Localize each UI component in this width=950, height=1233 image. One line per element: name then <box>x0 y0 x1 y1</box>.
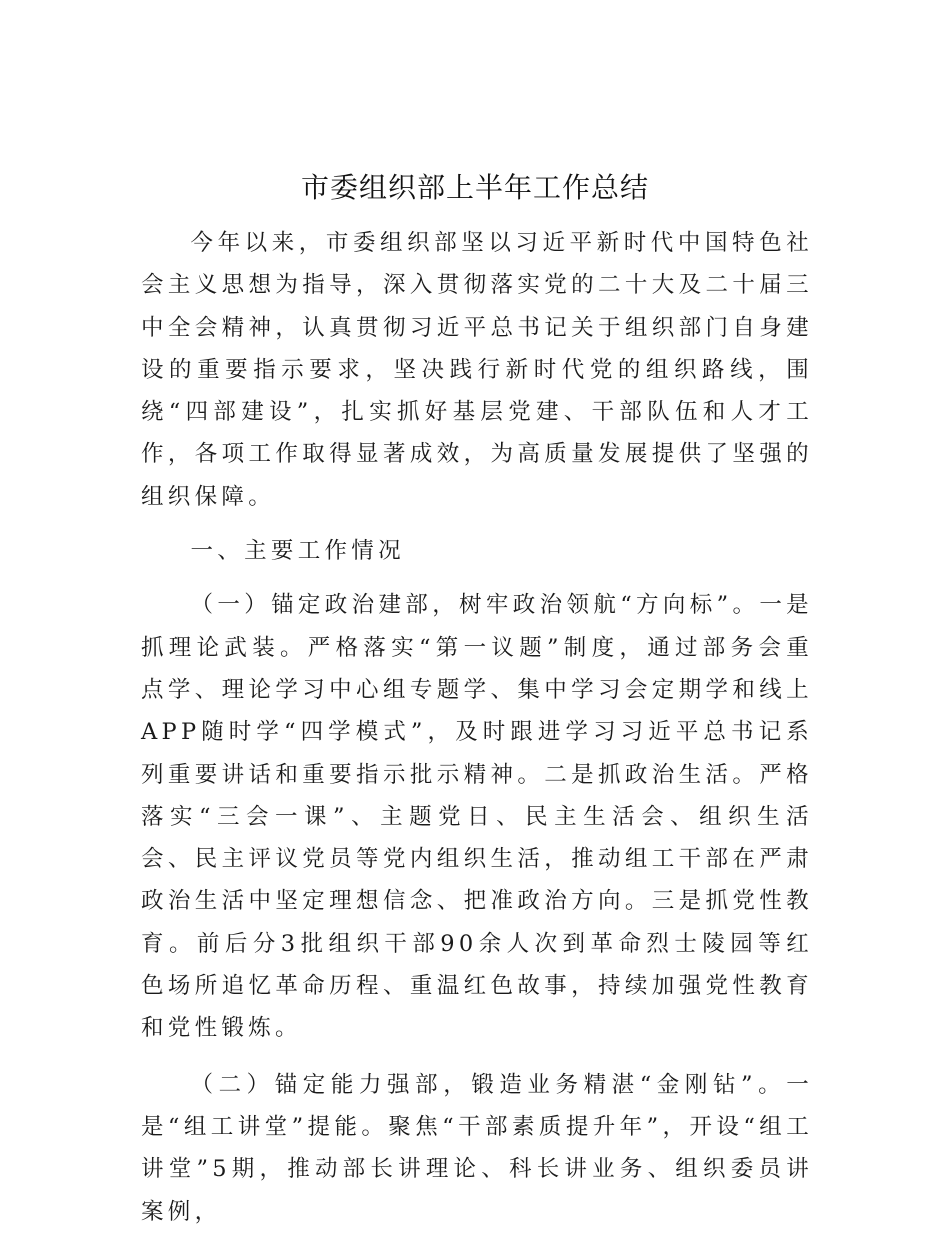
subsection-capability-building: （二）锚定能力强部，锻造业务精湛“金刚钻”。一是“组工讲堂”提能。聚焦“干部素质提升年”，开设“组工讲堂”5期，推动部长讲理论、科长讲业务、组织委员讲案例， <box>141 1071 813 1225</box>
subsection-political-building: （一）锚定政治建部，树牢政治领航“方向标”。一是抓理论武装。严格落实“第一议题”制度，通过部务会重点学、理论学习中心组专题学、集中学习会定期学和线上APP随时学“四学模式”，及时跟进学习习近平总书记系列重要讲话和重要指示批示精神。二是抓政治生活。严格落实“三会一课”、主题党日、民主生活会、组织生活会、民主评议党员等党内组织生活，推动组工干部在严肃政治生活中坚定理想信念、把准政治方向。三是抓党性教育。前后分3批组织干部90余人次到革命烈士陵园等红色场所追忆革命历程、重温红色故事，持续加强党性教育和党性锻炼。 <box>141 592 813 1042</box>
document-body <box>141 222 813 1233</box>
section-heading-main-work: 一、主要工作情况 <box>190 538 405 565</box>
document-title: 市委组织部上半年工作总结 <box>300 171 649 204</box>
intro-paragraph: 今年以来，市委组织部坚以习近平新时代中国特色社会主义思想为指导，深入贯彻落实党的二十大及二十届三中全会精神，认真贯彻习近平总书记关于组织部门自身建设的重要指示要求，坚决践行新时代党的组织路线，围绕“四部建设”，扎实抓好基层党建、干部队伍和人才工作，各项工作取得显著成效，为高质量发展提供了坚强的组织保障。 <box>141 230 813 510</box>
